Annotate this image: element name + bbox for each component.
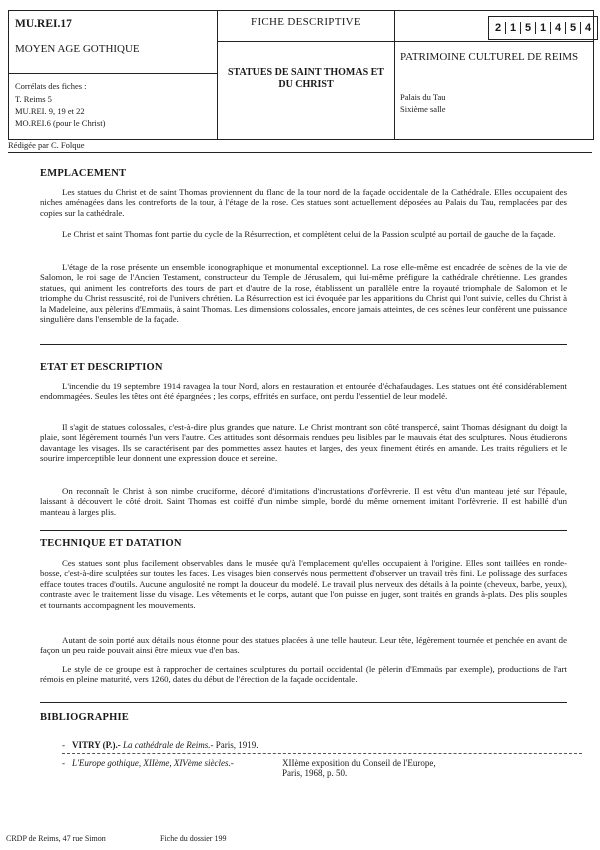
bib-dash: -: [62, 740, 65, 750]
footer-dossier: Fiche du dossier 199: [160, 834, 227, 843]
period-label: MOYEN AGE GOTHIQUE: [15, 43, 140, 55]
bib-detail-line: XIIème exposition du Conseil de l'Europe,: [282, 758, 436, 768]
author-divider: [8, 152, 592, 153]
section-heading-bibliographie: BIBLIOGRAPHIE: [40, 712, 129, 723]
header-box: [8, 10, 594, 140]
document-title: STATUES DE SAINT THOMAS ET DU CHRIST: [228, 67, 384, 90]
paragraph: Les statues du Christ et de saint Thomas proviennent du flanc de la tour nord de la façade occidentale de la Cathédrale. Elles occupaient des niches aménagées dans les contreforts de la tour, à l'étage de la rose. Ces statues sont actuellement déposées au Palais du Tau, remplacées par des copies sur la cathédrale.: [40, 187, 567, 218]
fiche-number-digit: 4: [550, 22, 565, 34]
bib-detail-line: Paris, 1968, p. 50.: [282, 768, 348, 779]
fiche-number-digit: 1: [535, 22, 550, 34]
header-divider: [9, 73, 217, 74]
fiche-number-digit: 5: [520, 22, 535, 34]
correlat-item: T. Reims 5: [15, 94, 52, 104]
section-heading-technique: TECHNIQUE ET DATATION: [40, 538, 182, 549]
paragraph: Le Christ et saint Thomas font partie du cycle de la Résurrection, et complètent celui de la Passion sculpté au portail de gauche de la façade.: [62, 229, 556, 239]
paragraph: On reconnaît le Christ à son nimbe cruciforme, décoré d'imitations d'incrustations d'orfèvrerie. Il est vêtu d'un manteau jeté sur l'épaule, laissant à découvert le côté droit. Saint Thomas est coiffé d'un nimbe simple, bordé du même ornement imitant l'orfèvrerie. Il est habillé d'un manteau à larges plis.: [40, 486, 567, 517]
section-heading-etat: ETAT ET DESCRIPTION: [40, 362, 163, 373]
correlat-item: MU.REI. 9, 19 et 22: [15, 106, 85, 116]
section-divider: [40, 530, 567, 531]
footer-address: CRDP de Reims, 47 rue Simon: [6, 834, 106, 843]
header-divider: [218, 41, 394, 42]
header-middle-column: [217, 11, 395, 139]
section-heading-emplacement: EMPLACEMENT: [40, 168, 127, 179]
header-right-column: [394, 11, 593, 139]
header-left-column: [9, 11, 217, 139]
bib-divider: [62, 753, 582, 754]
bib-dash: -: [62, 758, 65, 768]
paragraph: Il s'agit de statues colossales, c'est-à-dire plus grandes que nature. Le Christ montrant son côté transpercé, saint Thomas désignant du doigt la plaie, sont légèrement tournés l'un vers l'autre. Ces attitudes sont désormais rendues peu lisibles par le mauvais état des sculptures. Nous étudierons davantage les visages. Ils se caractérisent par des pommettes assez hautes et larges, des yeux finement étirés en amande. Les traits réguliers et le sourire imperceptible leur donnent une expression douce et sereine.: [40, 422, 567, 464]
correlat-item: MO.REI.6 (pour le Christ): [15, 118, 106, 128]
bib-entry-1: [72, 740, 259, 750]
fiche-number-digit: 1: [505, 22, 520, 34]
paragraph: Le style de ce groupe est à rapprocher de certaines sculptures du portail occidental (le pèlerin d'Emmaüs par exemple), productions de l'art rémois en pleine maturité, vers 1260, dates du début de l'érection de la façade occidentale.: [40, 664, 567, 685]
fiche-code: MU.REI.17: [15, 18, 72, 30]
section-divider: [40, 702, 567, 703]
paragraph: Ces statues sont plus facilement observables dans le musée qu'à l'emplacement qu'elles occupaient à l'origine. Elles sont taillées en ronde-bosse, c'est-à-dire sculptées sur toutes les faces. Les visages bien conservés nous permettent d'observer un travail très fini. Le polissage des surfaces efface toutes traces d'outils. Aucune angulosité ne rompt la douceur du modelé. Le travail plus nerveux des détails à la pointe (cheveux, barbe, yeux), contraste avec le traitement lisse du visage. Les vêtements et le corps, autant que l'on puisse en juger, sont traités en grands à-plats. Des plis souples et tournants accompagnent les mouvements.: [40, 558, 567, 610]
bib-entry-2: [72, 758, 234, 768]
section-divider: [40, 344, 567, 345]
bib-author: VITRY (P.).-: [72, 740, 121, 750]
correlats-title: Corrélats des fiches :: [15, 81, 87, 91]
fiche-number-box: [488, 16, 598, 40]
bib-title: La cathédrale de Reims.: [123, 740, 211, 750]
room-label: Sixième salle: [400, 104, 446, 114]
paragraph: L'incendie du 19 septembre 1914 ravagea la tour Nord, alors en restauration et entourée d'échafaudages. Les statues ont été considérablement endommagées. Seules les têtes ont été épargnées ; les corps, effrités en surface, ont perdu l'essentiel de leur modelé.: [40, 381, 567, 402]
paragraph: Autant de soin porté aux détails nous étonne pour des statues placées à une telle hauteur. Leur tête, légèrement tournée et penchée en avant de façon un peu raide pouvait ainsi être mieux vue d'en bas.: [40, 635, 567, 656]
bib-title: L'Europe gothique, XIIème, XIVème siècles.-: [72, 758, 234, 768]
header-divider: [394, 41, 593, 42]
author-line: Rédigée par C. Folque: [8, 140, 85, 150]
fiche-number-digit: 5: [565, 22, 580, 34]
heritage-label: PATRIMOINE CULTUREL DE REIMS: [400, 51, 579, 63]
paragraph: L'étage de la rose présente un ensemble iconographique et monumental exceptionnel. La rose elle-même est encadrée de scènes de la vie de Salomon, le roi sage de l'Ancien Testament, constructeur du Temple de Jérusalem, qui lui-même préfigure la cathédrale chrétienne. Les grandes statues, qui animent les contreforts des tours de part et d'autre de la rose, établissent un parallèle entre la royauté triomphale de Salomon et le triomphe du Christ ressuscité, roi de l'univers chrétien. La Résurrection est ici évoquée par les apparitions du Christ qui l'ont suivie, celles du Christ à la Madeleine, aux pèlerins d'Emmaüs, à saint Thomas. Les dimensions colossales, encore jamais atteintes, de ces scènes leur confèrent une puissance singulière dans l'ensemble de la façade.: [40, 262, 567, 325]
bib-rest: - Paris, 1919.: [210, 740, 259, 750]
fiche-number-digit: 2: [494, 22, 502, 34]
fiche-number-digit: 4: [580, 22, 595, 34]
location-label: Palais du Tau: [400, 92, 446, 102]
fiche-label: FICHE DESCRIPTIVE: [251, 16, 361, 28]
bib-entry-2-details: [282, 758, 582, 779]
